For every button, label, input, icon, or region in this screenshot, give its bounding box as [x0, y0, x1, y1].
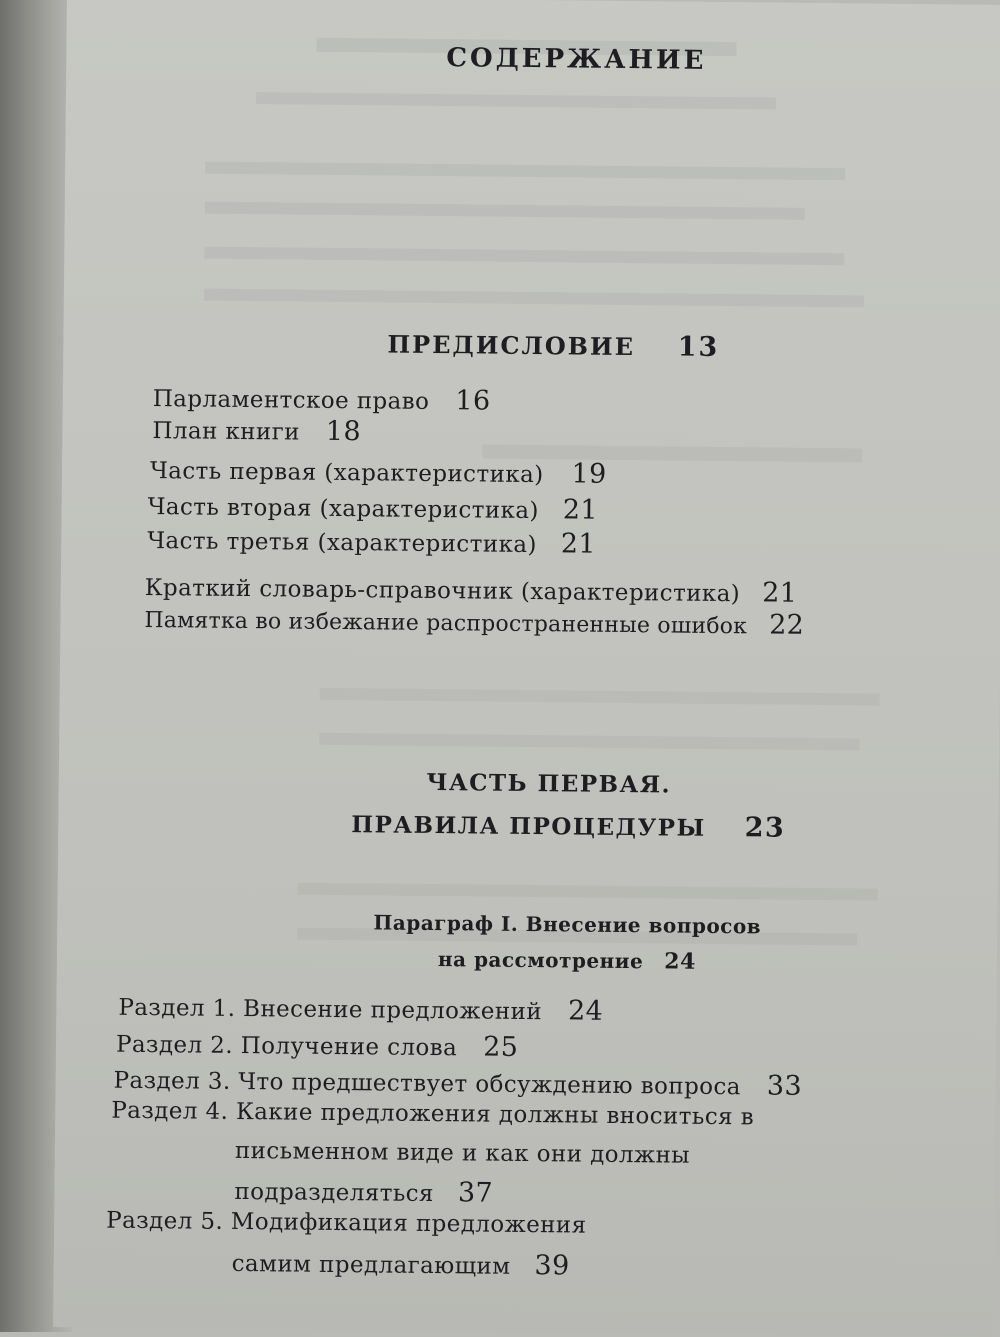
section-continuation: [235, 1138, 690, 1169]
section-entry: [106, 1208, 587, 1239]
section-entry: [116, 1028, 519, 1063]
toc-entry: [147, 490, 598, 526]
page-title: СОДЕРЖАНИЕ: [446, 43, 707, 76]
section-page: 33: [766, 1070, 803, 1102]
part-one-heading: [58, 805, 1000, 846]
section-continuation: [232, 1247, 570, 1282]
preface-heading: [63, 325, 1000, 366]
book-page: [53, 0, 1000, 1337]
section-page: 39: [534, 1250, 570, 1282]
section-title: подразделяться: [234, 1178, 435, 1208]
part-one-title-line2: ПРАВИЛА ПРОЦЕДУРЫ: [351, 811, 706, 842]
section-title: Получение слова: [240, 1032, 458, 1062]
section-title: самим предлагающим: [231, 1250, 511, 1280]
toc-entry-label: План книги: [152, 418, 301, 446]
section-prefix: Раздел 4.: [111, 1097, 229, 1125]
section-entry: [113, 1064, 802, 1102]
paragraph-page: 24: [664, 948, 697, 975]
preface-page: 13: [677, 331, 720, 363]
section-prefix: Раздел 5.: [106, 1207, 224, 1235]
section-entry: [111, 1098, 754, 1131]
section-entry: [118, 991, 603, 1027]
paragraph-title-line2: на рассмотрение: [437, 947, 644, 974]
section-prefix: Раздел 1.: [118, 994, 236, 1022]
toc-entry-page: 16: [455, 385, 491, 417]
toc-entry: [144, 603, 804, 641]
section-title: письменном виде и как они должны: [234, 1137, 691, 1169]
section-title: Что предшествует обсуждению вопроса: [238, 1068, 741, 1101]
toc-entry-label: Памятка во избежание распространенные ошибок: [144, 607, 748, 640]
toc-entry: [153, 382, 491, 417]
section-page: 37: [457, 1177, 494, 1209]
toc-entry-label: Часть первая (характеристика): [149, 458, 544, 489]
toc-entry: [147, 524, 596, 560]
toc-entry-page: 19: [571, 458, 607, 490]
part-one-title-line1: ЧАСТЬ ПЕРВАЯ.: [426, 768, 672, 799]
toc-entry-label: Часть третья (характеристика): [147, 527, 537, 559]
toc-entry: [150, 454, 607, 490]
section-prefix: Раздел 3.: [113, 1067, 231, 1095]
section-title: Какие предложения должны вноситься в: [235, 1098, 755, 1131]
section-prefix: Раздел 2.: [115, 1031, 234, 1059]
part-one-page: 23: [744, 812, 786, 844]
toc-entry-page: 21: [562, 494, 599, 526]
toc-entry-page: 21: [560, 528, 597, 560]
paragraph-heading: [57, 942, 1000, 978]
section-title: Внесение предложений: [242, 996, 543, 1026]
toc-entry-label: Краткий словарь-справочник (характеристика): [144, 574, 741, 608]
preface-title: ПРЕДИСЛОВИЕ: [387, 329, 636, 362]
section-title: Модификация предложения: [230, 1208, 587, 1239]
toc-entry-label: Парламентское право: [152, 386, 430, 415]
toc-entry-page: 18: [325, 415, 362, 448]
toc-entry-label: Часть вторая (характеристика): [147, 493, 539, 525]
section-continuation: [234, 1175, 493, 1209]
paragraph-title-line1: Параграф I. Внесение вопросов: [373, 910, 762, 939]
bleed-through-texture: [67, 0, 1000, 5]
toc-entry: [152, 414, 361, 447]
toc-entry-page: 22: [768, 609, 805, 641]
toc-entry-page: 21: [761, 577, 798, 609]
section-page: 24: [567, 995, 604, 1027]
section-page: 25: [483, 1031, 519, 1063]
